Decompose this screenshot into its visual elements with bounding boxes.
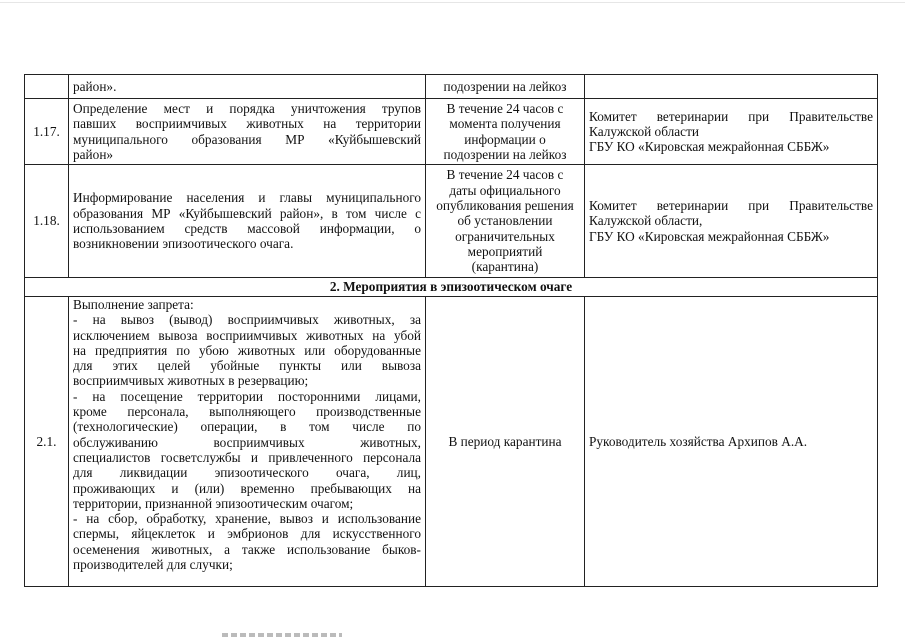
text-line: Определение мест и порядка уничтожения трупов — [73, 100, 421, 116]
measure-term: В период карантина — [426, 297, 585, 587]
text-line: даты официального — [449, 182, 561, 198]
text-line: подозрении на лейкоз — [443, 146, 567, 162]
responsible-party — [585, 165, 878, 278]
measure-description — [69, 297, 426, 587]
text-line: использованием средств массовой информации, о — [73, 221, 421, 236]
text-line: Калужской области — [589, 123, 699, 139]
measures-table — [24, 74, 878, 587]
measure-description: район». — [69, 75, 426, 99]
row-number: 1.17. — [25, 99, 69, 165]
measure-term — [426, 99, 585, 165]
table-row — [25, 99, 878, 165]
text-line: ГБУ КО «Кировская межрайонная СББЖ» — [589, 228, 830, 244]
text-line: павших восприимчивых животных на территории — [73, 116, 421, 132]
row-number — [25, 75, 69, 99]
text-line: опубликования решения — [436, 198, 574, 214]
section-title: 2. Мероприятия в эпизоотическом очаге — [25, 278, 878, 297]
text-line: - на сбор, обработку, хранение, вывоз и использование — [73, 511, 421, 527]
text-line: для ликвидации эпизоотического очага, лиц, — [73, 465, 421, 481]
text-line: Комитет ветеринарии при Правительстве — [589, 198, 873, 214]
table-row — [25, 75, 878, 99]
responsible-party — [585, 75, 878, 99]
text-line: момента получения — [449, 116, 561, 132]
text-line: (карантина) — [471, 259, 539, 275]
section-header-row — [25, 278, 878, 297]
text-line: территории, признанной эпизоотическим очагом; — [73, 495, 354, 511]
text-line: Выполнение запрета: — [73, 297, 194, 312]
text-line: информации о — [464, 131, 546, 147]
text-line: образования МР «Куйбышевский район», в том числе с — [73, 205, 421, 221]
text-line: район» — [73, 146, 114, 162]
row-number: 1.18. — [25, 165, 69, 278]
text-line: об установлении — [457, 213, 553, 229]
page-edge — [0, 2, 905, 3]
row-number: 2.1. — [25, 297, 69, 587]
text-line: ограничительных — [455, 228, 555, 244]
text-line: ГБУ КО «Кировская межрайонная СББЖ» — [589, 139, 830, 155]
text-line: спермы, яйцеклеток и эмбрионов для искусственного — [73, 526, 421, 542]
text-line: обслуживанию восприимчивых животных, — [73, 434, 421, 450]
responsible-party: Руководитель хозяйства Архипов А.А. — [585, 297, 878, 587]
text-line: - на вывоз (вывод) восприимчивых животных, за — [73, 312, 421, 328]
text-line: проживающих и (или) временно пребывающих на — [73, 480, 421, 496]
text-line: Информирование населения и главы муниципального — [73, 190, 421, 206]
text-line: восприимчивых животных в резервацию; — [73, 373, 309, 389]
text-line: муниципального образования МР «Куйбышевский — [73, 131, 421, 147]
measure-description — [69, 99, 426, 165]
text-line: В течение 24 часов с — [446, 167, 564, 183]
text-line: осеменения животных, а также использование быков- — [73, 541, 421, 557]
responsible-party — [585, 99, 878, 165]
text-line: Комитет ветеринарии при Правительстве — [589, 108, 873, 124]
text-line: на предприятия по убою животных или оборудованные — [73, 342, 421, 358]
text-line: производителей для случки; — [73, 557, 233, 573]
text-line: - на посещение территории посторонними лицами, — [73, 388, 421, 404]
text-line: Калужской области, — [589, 213, 703, 229]
text-line: специалистов госветслужбы и привлеченного персонала — [73, 449, 421, 465]
text-line: кроме персонала, выполняющего производственные — [73, 404, 421, 420]
measure-term: подозрении на лейкоз — [426, 75, 585, 99]
measure-description — [69, 165, 426, 278]
table-row — [25, 165, 878, 278]
measure-term — [426, 165, 585, 278]
table-row — [25, 297, 878, 587]
text-line: мероприятий — [467, 243, 543, 259]
text-line: исключением вывоза восприимчивых животных на убой — [73, 327, 421, 343]
text-line: для этих целей убойные пункты или вывоза — [73, 358, 421, 374]
text-line: В течение 24 часов с — [446, 100, 564, 116]
page-bottom-mark — [222, 633, 342, 637]
text-line: (технологические) операции, в том числе по — [73, 419, 421, 435]
text-line: возникновении эпизоотического очага. — [73, 236, 294, 252]
